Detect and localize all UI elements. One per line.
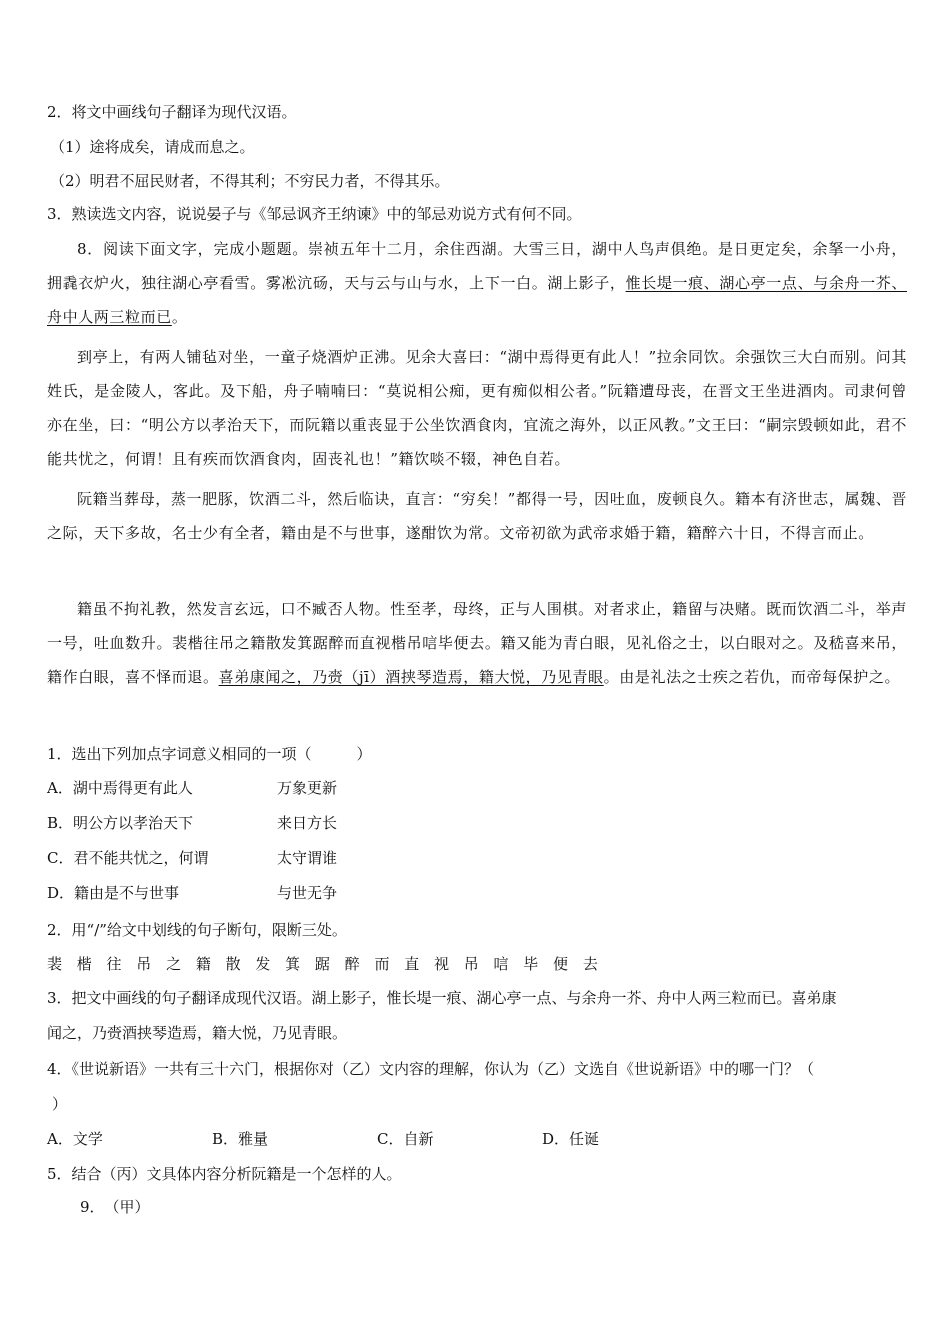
option-c-label: C．君不能共忧之，何谓: [47, 849, 209, 867]
option-a-row: [47, 778, 907, 798]
option-d-pair: 与世无争: [277, 884, 338, 902]
option-a-label: A．湖中焉得更有此人: [47, 779, 193, 797]
passage-paragraph-4: [47, 592, 907, 694]
option-rendan: D．任诞: [542, 1130, 600, 1148]
sub-question-5: 5．结合（丙）文具体内容分析阮籍是一个怎样的人。: [47, 1165, 402, 1183]
option-a-pair: 万象更新: [277, 779, 338, 797]
option-d-label: D．籍由是不与世事: [47, 884, 180, 902]
option-b-pair: 来日方长: [277, 814, 338, 832]
sub-question-4-line-1: 4．《世说新语》一共有三十六门，根据你对（乙）文内容的理解，你认为（乙）文选自《世说新语》中的哪一门？（: [47, 1060, 815, 1078]
passage-4-underlined-sentence: 喜弟康闻之，乃赍（jī）酒挟琴造焉，籍大悦，乃见青眼: [218, 668, 604, 686]
passage-paragraph-2: 到亭上，有两人铺毡对坐，一童子烧酒炉正沸。见余大喜曰：“湖中焉得更有此人！”拉余同饮。余强饮三大白而别。问其姓氏，是金陵人，客此。及下船，舟子喃喃曰：“莫说相公痴，更有痴似相公者。”阮籍遭母丧，在晋文王坐进酒肉。司隶何曾亦在坐，曰：“明公方以孝治天下，而阮籍以重丧显于公坐饮酒食肉，宜流之海外，以正风教。”文王曰：“嗣宗毁顿如此，君不能共忧之，何谓！且有疾而饮酒食肉，固丧礼也！”籍饮啖不辍，神色自若。: [47, 348, 907, 468]
prev-question-2: 2．将文中画线句子翻译为现代汉语。: [47, 103, 297, 121]
sub-question-3-line-1: 3．把文中画线的句子翻译成现代汉语。湖上影子，惟长堤一痕、湖心亭一点、与余舟一芥、舟中人两三粒而已。喜弟康: [47, 989, 837, 1007]
passage-1-underlined-sentence: 惟长堤一痕、湖心亭一点、与余舟一芥、舟中人两三粒而已: [47, 274, 907, 326]
option-yaliang: B．雅量: [212, 1130, 269, 1148]
question-9-header: 9． （甲）: [80, 1198, 150, 1216]
sub-question-2: 2．用“/”给文中划线的句子断句，限断三处。: [47, 921, 347, 939]
option-b-label: B．明公方以孝治天下: [47, 814, 194, 832]
option-zixin: C．自新: [377, 1130, 434, 1148]
prev-question-2-2: （2）明君不屈民财者，不得其利；不穷民力者，不得其乐。: [50, 172, 450, 190]
passage-1-text: 8．阅读下面文字，完成小题题。崇祯五年十二月，余住西湖。大雪三日，湖中人鸟声俱绝。是日更定矣，余拏一小舟，拥毳衣炉火，独往湖心亭看雪。雾凇沆砀，天与云与山与水，上下一白。湖上影子，: [47, 240, 907, 292]
sub-question-1: 1．选出下列加点字词意义相同的一项（ ）: [47, 745, 372, 763]
option-wenxue: A．文学: [47, 1130, 103, 1148]
sub-question-2-sentence: 裴 楷 往 吊 之 籍 散 发 箕 踞 醉 而 直 视 吊 唁 毕 便 去: [47, 955, 603, 973]
passage-paragraph-3: 阮籍当葬母，蒸一肥豚，饮酒二斗，然后临诀，直言：“穷矣！”都得一号，因吐血，废顿良久。籍本有济世志，属魏、晋之际，天下多故，名士少有全者，籍由是不与世事，遂酣饮为常。文帝初欲为武帝求婚于籍，籍醉六十日，不得言而止。: [47, 490, 907, 542]
passage-4-text: 籍虽不拘礼教，然发言玄远，口不臧否人物。性至孝，母终，正与人围棋。对者求止，籍留与决赌。既而饮酒二斗，举声一号，吐血数升。裴楷往吊之籍散发箕踞醉而直视楷吊唁毕便去。籍又能为青白眼，见礼俗之士，以白眼对之。及嵇喜来吊，籍作白眼，喜不怿而退。: [47, 600, 907, 686]
sub-question-3-line-2: 闻之，乃赍酒挟琴造焉，籍大悦，乃见青眼。: [47, 1024, 348, 1042]
prev-question-2-1: （1）途将成矣，请成而息之。: [50, 138, 255, 156]
prev-question-3: 3．熟读选文内容，说说晏子与《邹忌讽齐王纳谏》中的邹忌劝说方式有何不同。: [47, 205, 582, 223]
passage-4-end: 。由是礼法之士疾之若仇，而帝每保护之。: [603, 668, 901, 686]
option-d-row: [47, 883, 907, 903]
option-b-row: [47, 813, 907, 833]
passage-1-end: 。: [171, 308, 188, 326]
option-c-pair: 太守谓谁: [277, 849, 338, 867]
sub-question-4-line-2: ）: [52, 1095, 68, 1113]
option-c-row: [47, 848, 907, 868]
passage-paragraph-1: [47, 232, 907, 334]
